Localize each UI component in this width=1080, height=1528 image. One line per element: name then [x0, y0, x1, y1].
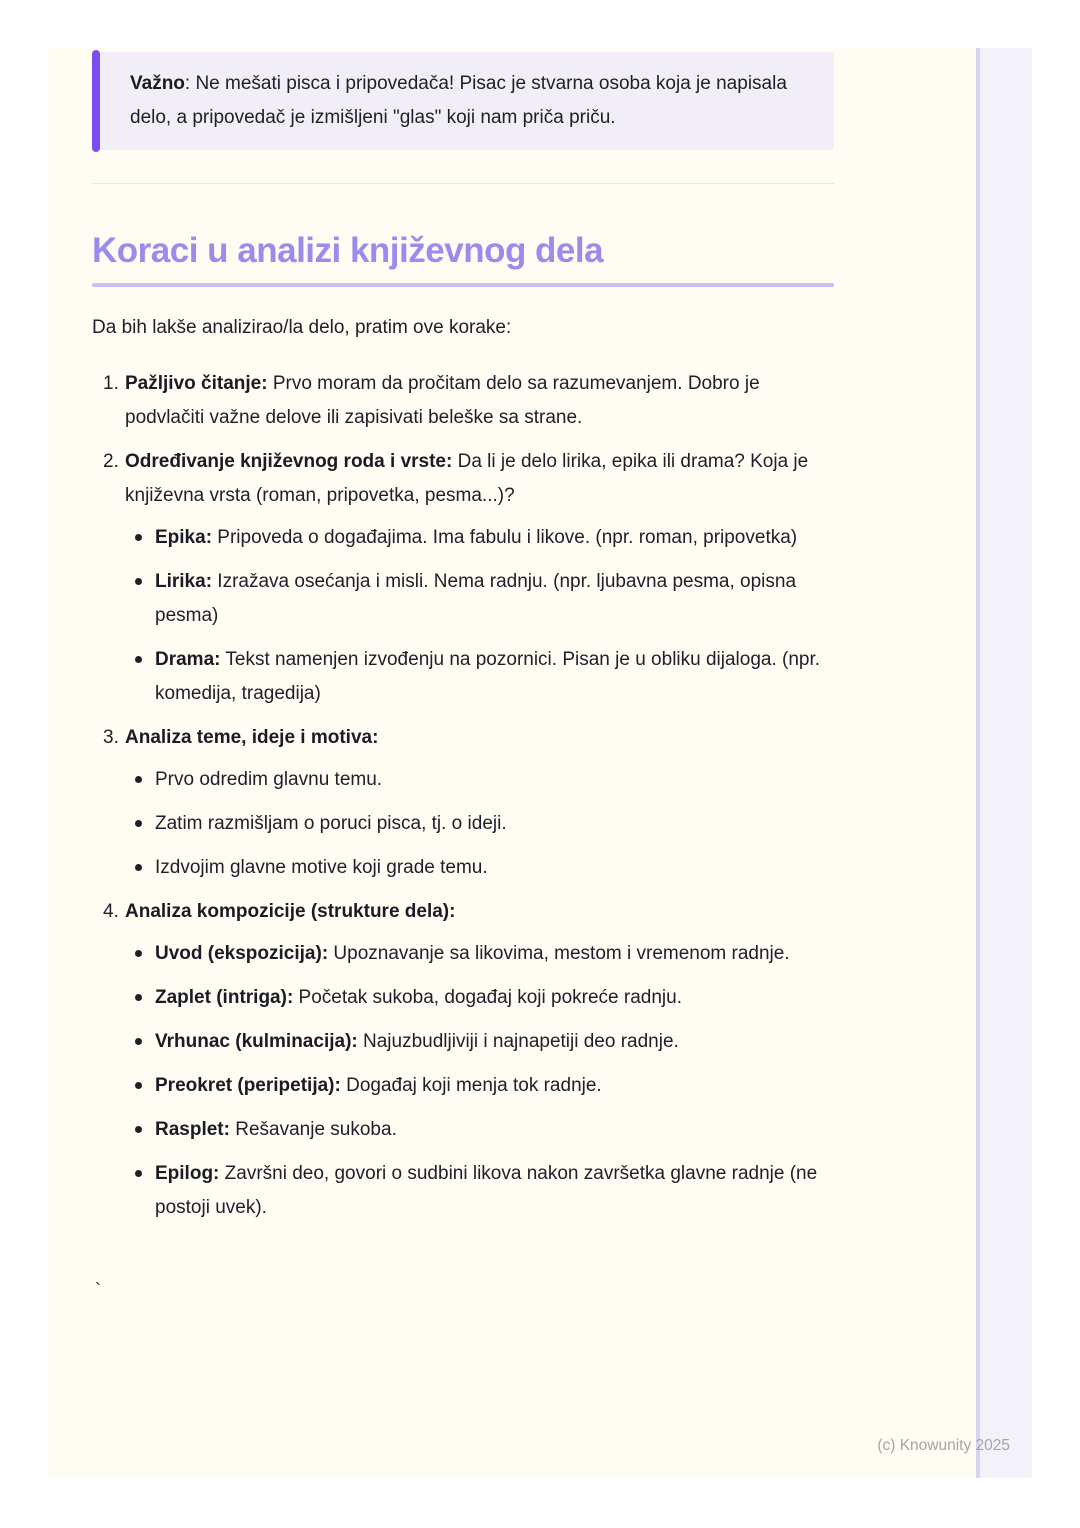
bullet-item [92, 1069, 834, 1103]
step-title: Pažljivo čitanje: [125, 373, 268, 394]
bullet-text: Rešavanje sukoba. [229, 1119, 397, 1140]
heading-underline [92, 283, 834, 287]
document-content [92, 48, 834, 1235]
bullet-dot-icon [135, 864, 142, 871]
step-number: 4. [103, 901, 119, 922]
bullet-item [92, 565, 834, 633]
callout-label: Važno [130, 73, 185, 94]
bullet-text: Zatim razmišljam o poruci pisca, tj. o ideji. [155, 813, 507, 834]
bullet-dot-icon [135, 1082, 142, 1089]
callout-accent-bar [92, 50, 100, 152]
intro-text: Da bih lakše analizirao/la delo, pratim ove korake: [92, 317, 512, 338]
bullet-list [92, 763, 834, 885]
bullet-title: Epika: [155, 527, 213, 548]
bullet-item [92, 851, 834, 885]
step-text [125, 367, 834, 435]
bullet-text: Izražava osećanja i misli. Nema radnju. (npr. ljubavna pesma, opisna pesma) [155, 571, 797, 626]
step-item-3 [92, 721, 834, 885]
bullet-item [92, 1025, 834, 1059]
step-description: Prvo moram da pročitam delo sa razumevanjem. Dobro je podvlačiti važne delove ili zapisivati beleške sa strane. [125, 373, 760, 428]
section-divider [92, 183, 834, 184]
step-text [125, 445, 834, 513]
section-heading: Koraci u analizi književnog dela [92, 231, 604, 270]
bullet-dot-icon [135, 1038, 142, 1045]
callout-important [92, 52, 834, 150]
step-description: Da li je delo lirika, epika ili drama? Koja je književna vrsta (roman, pripovetka, pesma...)? [125, 451, 809, 506]
step-number: 1. [103, 373, 119, 394]
bullet-title: Zaplet (intriga): [155, 987, 294, 1008]
bullet-title: Vrhunac (kulminacija): [155, 1031, 358, 1052]
bullet-dot-icon [135, 578, 142, 585]
step-text [125, 895, 834, 929]
bullet-dot-icon [135, 1170, 142, 1177]
bullet-title: Drama: [155, 649, 221, 670]
step-number: 2. [103, 451, 119, 472]
bullet-item [92, 1157, 834, 1225]
bullet-list [92, 937, 834, 1225]
bullet-title: Epilog: [155, 1163, 220, 1184]
bullet-dot-icon [135, 994, 142, 1001]
bullet-text: Završni deo, govori o sudbini likova nakon završetka glavne radnje (ne postoji uvek). [155, 1163, 818, 1218]
step-item-2 [92, 445, 834, 711]
stray-backtick-char: ` [95, 1280, 101, 1300]
callout-body [96, 52, 834, 150]
bullet-text: Početak sukoba, događaj koji pokreće radnju. [293, 987, 682, 1008]
bullet-text: Upoznavanje sa likovima, mestom i vremenom radnje. [328, 943, 790, 964]
bullet-item [92, 937, 834, 971]
bullet-dot-icon [135, 1126, 142, 1133]
bullet-text: Pripoveda o događajima. Ima fabulu i likove. (npr. roman, pripovetka) [212, 527, 798, 548]
bullet-title: Lirika: [155, 571, 213, 592]
steps-list [92, 367, 834, 1225]
copyright-text: (c) Knowunity 2025 [877, 1437, 1010, 1454]
bullet-list [92, 521, 834, 711]
bullet-text: Najuzbudljiviji i najnapetiji deo radnje. [357, 1031, 679, 1052]
bullet-text: Izdvojim glavne motive koji grade temu. [155, 857, 488, 878]
bullet-text: Događaj koji menja tok radnje. [340, 1075, 602, 1096]
bullet-dot-icon [135, 820, 142, 827]
step-text [125, 721, 834, 755]
step-title: Određivanje književnog roda i vrste: [125, 451, 453, 472]
bullet-item [92, 763, 834, 797]
bullet-item [92, 807, 834, 841]
step-item-1 [92, 367, 834, 435]
bullet-item [92, 981, 834, 1015]
bullet-item [92, 1113, 834, 1147]
bullet-dot-icon [135, 534, 142, 541]
bullet-title: Uvod (ekspozicija): [155, 943, 329, 964]
bullet-title: Preokret (peripetija): [155, 1075, 341, 1096]
next-page-edge[interactable] [976, 48, 1032, 1478]
document-page [48, 48, 1032, 1478]
bullet-dot-icon [135, 950, 142, 957]
bullet-text: Prvo odredim glavnu temu. [155, 769, 383, 790]
bullet-dot-icon [135, 656, 142, 663]
step-title: Analiza teme, ideje i motiva: [125, 727, 379, 748]
bullet-text: Tekst namenjen izvođenju na pozornici. Pisan je u obliku dijaloga. (npr. komedija, tragedija) [155, 649, 821, 704]
callout-text: : Ne mešati pisca i pripovedača! Pisac je stvarna osoba koja je napisala delo, a pripovedač je izmišljeni "glas" koji nam priča priču. [130, 73, 787, 128]
bullet-item [92, 521, 834, 555]
bullet-dot-icon [135, 776, 142, 783]
bullet-item [92, 643, 834, 711]
step-item-4 [92, 895, 834, 1225]
step-number: 3. [103, 727, 119, 748]
bullet-title: Rasplet: [155, 1119, 230, 1140]
step-title: Analiza kompozicije (strukture dela): [125, 901, 456, 922]
